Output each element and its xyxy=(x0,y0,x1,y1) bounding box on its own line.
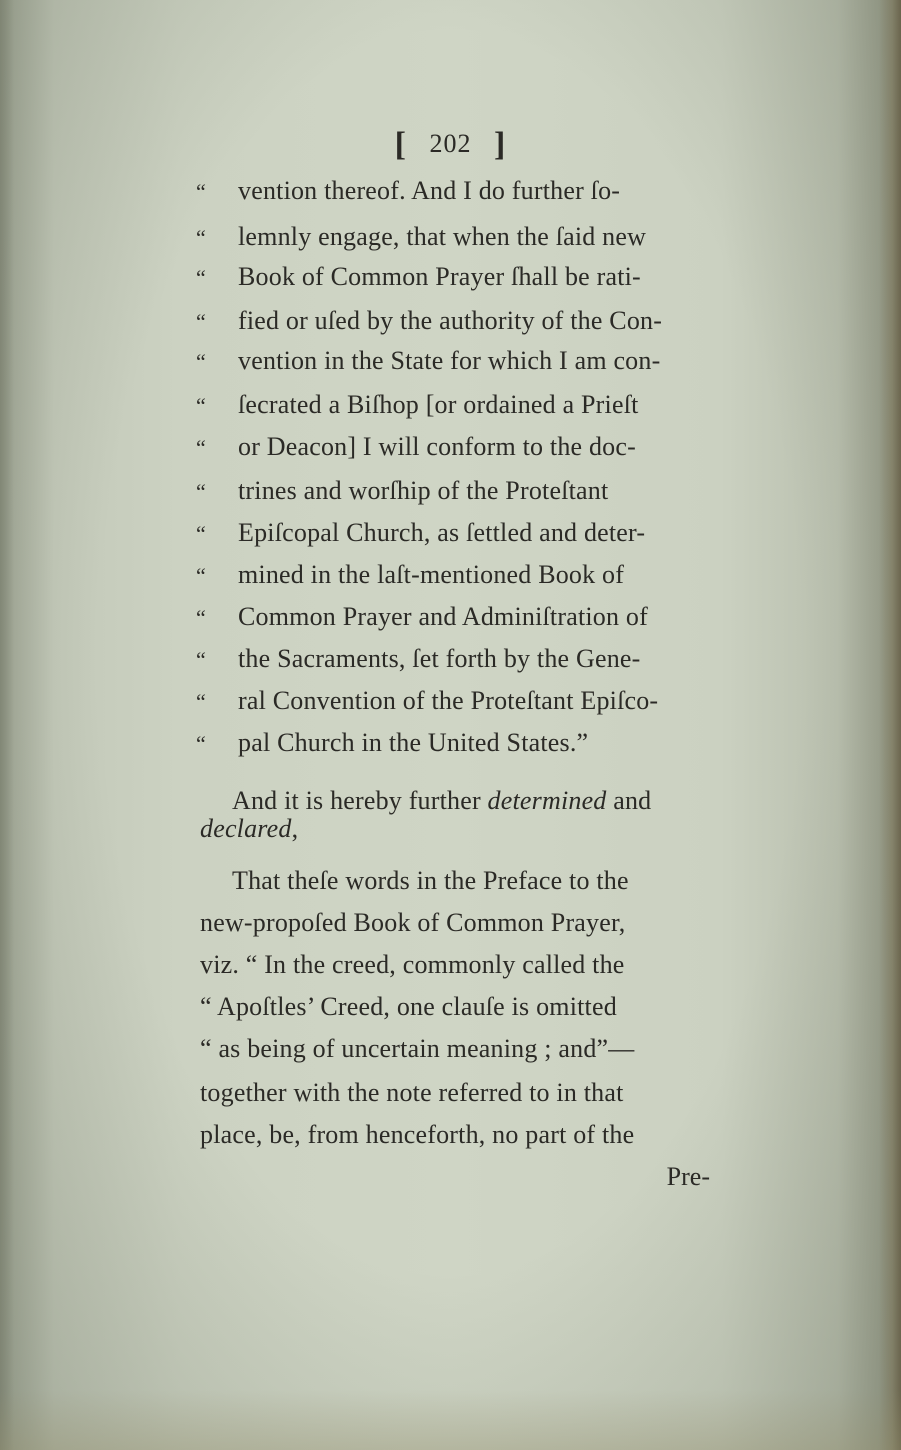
oath-line-text: Common Prayer and Adminiſtration of xyxy=(238,602,648,631)
quote-mark: “ xyxy=(196,309,206,334)
page-number: 202 xyxy=(429,129,472,158)
declaration-line-2 xyxy=(200,814,740,844)
page-number-header xyxy=(0,126,901,164)
quote-mark: “ xyxy=(196,689,206,714)
oath-line xyxy=(196,390,736,421)
oath-line-text: ſecrated a Biſhop [or ordained a Prieſt xyxy=(238,390,639,419)
oath-line-text: Epiſcopal Church, as ſettled and deter- xyxy=(238,518,646,547)
declaration-italic-determined: determined xyxy=(487,786,607,815)
bracket-open: [ xyxy=(394,126,407,163)
oath-line xyxy=(196,306,736,337)
quote-mark: “ xyxy=(196,563,206,588)
preface-line: place, be, from henceforth, no part of the xyxy=(200,1120,635,1149)
oath-line xyxy=(196,686,736,717)
preface-line: together with the note referred to in that xyxy=(200,1078,624,1107)
preface-line: “ Apoſtles’ Creed, one clauſe is omitted xyxy=(200,992,617,1021)
oath-line-text: pal Church in the United States.” xyxy=(238,728,589,757)
preface-line: “ as being of uncertain meaning ; and”— xyxy=(200,1034,635,1063)
quote-mark: “ xyxy=(196,265,206,290)
oath-line xyxy=(196,518,736,549)
oath-line-text: trines and worſhip of the Proteſtant xyxy=(238,476,609,505)
oath-line xyxy=(196,476,736,507)
quote-mark: “ xyxy=(196,731,206,756)
catchword: Pre- xyxy=(666,1162,710,1191)
quote-mark: “ xyxy=(196,349,206,374)
oath-line xyxy=(196,346,736,377)
oath-line-text: vention thereof. And I do further ſo- xyxy=(238,176,621,205)
declaration-italic-declared: declared xyxy=(200,814,292,843)
bracket-close: ] xyxy=(494,126,507,163)
oath-line-text: or Deacon] I will conform to the doc- xyxy=(238,432,636,461)
oath-line-text: ral Convention of the Proteſtant Epiſco- xyxy=(238,686,659,715)
oath-line xyxy=(196,222,736,253)
oath-line-text: mined in the laſt-mentioned Book of xyxy=(238,560,625,589)
quote-mark: “ xyxy=(196,479,206,504)
oath-line-text: Book of Common Prayer ſhall be rati- xyxy=(238,262,641,291)
page-left-shadow xyxy=(0,0,14,1450)
declaration-text: And it is hereby further xyxy=(232,786,488,815)
quote-mark: “ xyxy=(196,393,206,418)
quote-mark: “ xyxy=(196,521,206,546)
oath-line-text: vention in the State for which I am con- xyxy=(238,346,661,375)
oath-line xyxy=(196,432,736,463)
preface-line: new-propoſed Book of Common Prayer, xyxy=(200,908,626,937)
quote-mark: “ xyxy=(196,435,206,460)
quote-mark: “ xyxy=(196,647,206,672)
oath-line-text: the Sacraments, ſet forth by the Gene- xyxy=(238,644,641,673)
quote-mark: “ xyxy=(196,605,206,630)
oath-line xyxy=(196,560,736,591)
oath-line-text: fied or uſed by the authority of the Con- xyxy=(238,306,663,335)
declaration-comma: , xyxy=(291,814,299,843)
page-right-edge-stain xyxy=(879,0,901,1450)
quote-mark: “ xyxy=(196,179,206,204)
oath-line xyxy=(196,262,736,293)
page-bottom-stain xyxy=(0,1390,901,1450)
preface-line: That theſe words in the Preface to the xyxy=(232,866,629,895)
oath-line xyxy=(196,176,736,207)
oath-line-text: lemnly engage, that when the ſaid new xyxy=(238,222,647,251)
declaration-line-1 xyxy=(232,786,722,816)
preface-line: viz. “ In the creed, commonly called the xyxy=(200,950,625,979)
oath-line xyxy=(196,602,736,633)
oath-line xyxy=(196,728,736,759)
quote-mark: “ xyxy=(196,225,206,250)
oath-line xyxy=(196,644,736,675)
declaration-text-end: and xyxy=(606,786,652,815)
